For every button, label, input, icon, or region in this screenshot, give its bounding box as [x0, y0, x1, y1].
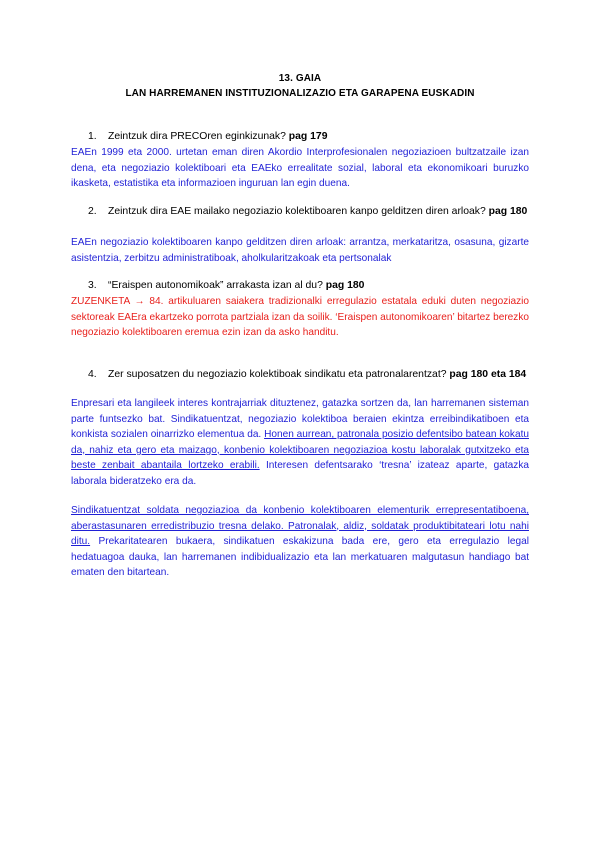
question-text: Zeintzuk dira EAE mailako negoziazio kolektiboaren kanpo gelditzen diren arloak? — [108, 206, 486, 217]
page-reference: pag 180 — [325, 280, 365, 291]
answer-text: Prekaritatearen bukaera, sindikatuen eskakizuna bada ere, gero eta erregulazio legal hedatuagoa dauka, lan harremanen indibidualizazio eta lan merkatuaren malgutasun handiago bat ematen den bitartean. — [71, 536, 529, 579]
page-reference: pag 180 eta 184 — [449, 369, 527, 380]
document-title: 13. GAIA — [278, 73, 322, 84]
question-3 — [88, 279, 528, 293]
question-4 — [88, 368, 528, 382]
question-text: “Eraispen autonomikoak” arrakasta izan al du? — [108, 280, 323, 291]
question-number: 4. — [88, 369, 97, 380]
answer-text: Enpresari eta langileek interes kontrajarriak dituztenez, gatazka sortzen da, lan harremanen sisteman parte funtsezko bat. Sindikatuentzat, negoziazio kolektiboa beraien ekintza erreibindikatiboen eta konkista sozialen oinarrizko elementua da. — [71, 398, 529, 441]
answer-2: EAEn negoziazio kolektiboaren kanpo gelditzen diren arloak: arrantza, merkataritza, osasuna, gizarte asistentzia, zerbitzu administratiboak, aholkularitzakoak eta pertsonalak — [71, 237, 529, 264]
answer-1: EAEn 1999 eta 2000. urtetan eman diren Akordio Interprofesionalen negoziazioen bultzatzaile izan dena, eta negoziazio kolektiboari eta EAEko errealitate sozial, laboral eta ekonomikoari buruzko ikasketa, estatistika eta informazioen inguruan lan egin duena. — [71, 147, 529, 190]
question-2 — [88, 205, 528, 219]
underlined-text: Sindikatuentzat soldata negoziazioa da konbenio kolektiboaren elementurik errepresentatiboena, aberastasunaren erredistribuzio tresna delako. Patronalak, aldiz, soldatak produktibitateari lotu nahi ditu. — [71, 505, 529, 548]
question-1 — [88, 130, 528, 144]
underlined-text: Honen aurrean, patronala posizio defentsibo batean kokatu da, nahiz eta gero eta maizago, konbenio kolektiboaren negoziazioa kostu laboralak gutxitzeko eta beste zenbait abantaila lortzeko erabili. — [71, 429, 529, 472]
answer-text: Interesen defentsarako ‘tresna’ izateaz aparte, gatazka laborala bideratzeko era da. — [71, 460, 529, 487]
answer-4-paragraph-1 — [71, 396, 529, 490]
question-text: Zeintzuk dira PRECOren eginkizunak? — [108, 131, 286, 142]
page-reference: pag 180 — [488, 206, 528, 217]
answer-4-paragraph-2 — [71, 503, 529, 581]
question-number: 2. — [88, 206, 97, 217]
page-reference: pag 179 — [288, 131, 328, 142]
question-number: 1. — [88, 131, 97, 142]
answer-3-correction: ZUZENKETA → 84. artikuluaren saiakera tradizionalki erregulazio estatala eduki duten negoziazio sektoreak EAEra ekartzeko porrota partziala izan da soilik. ‘Eraispen autonomikoaren’ bitartez berezko negoziazio kolektiboaren eremua ezin izan da asko handitu. — [71, 296, 530, 339]
question-number: 3. — [88, 280, 97, 291]
question-text: Zer suposatzen du negoziazio kolektiboak sindikatu eta patronalarentzat? — [108, 369, 447, 380]
document-subtitle: LAN HARREMANEN INSTITUZIONALIZAZIO ETA GARAPENA EUSKADIN — [125, 88, 475, 99]
